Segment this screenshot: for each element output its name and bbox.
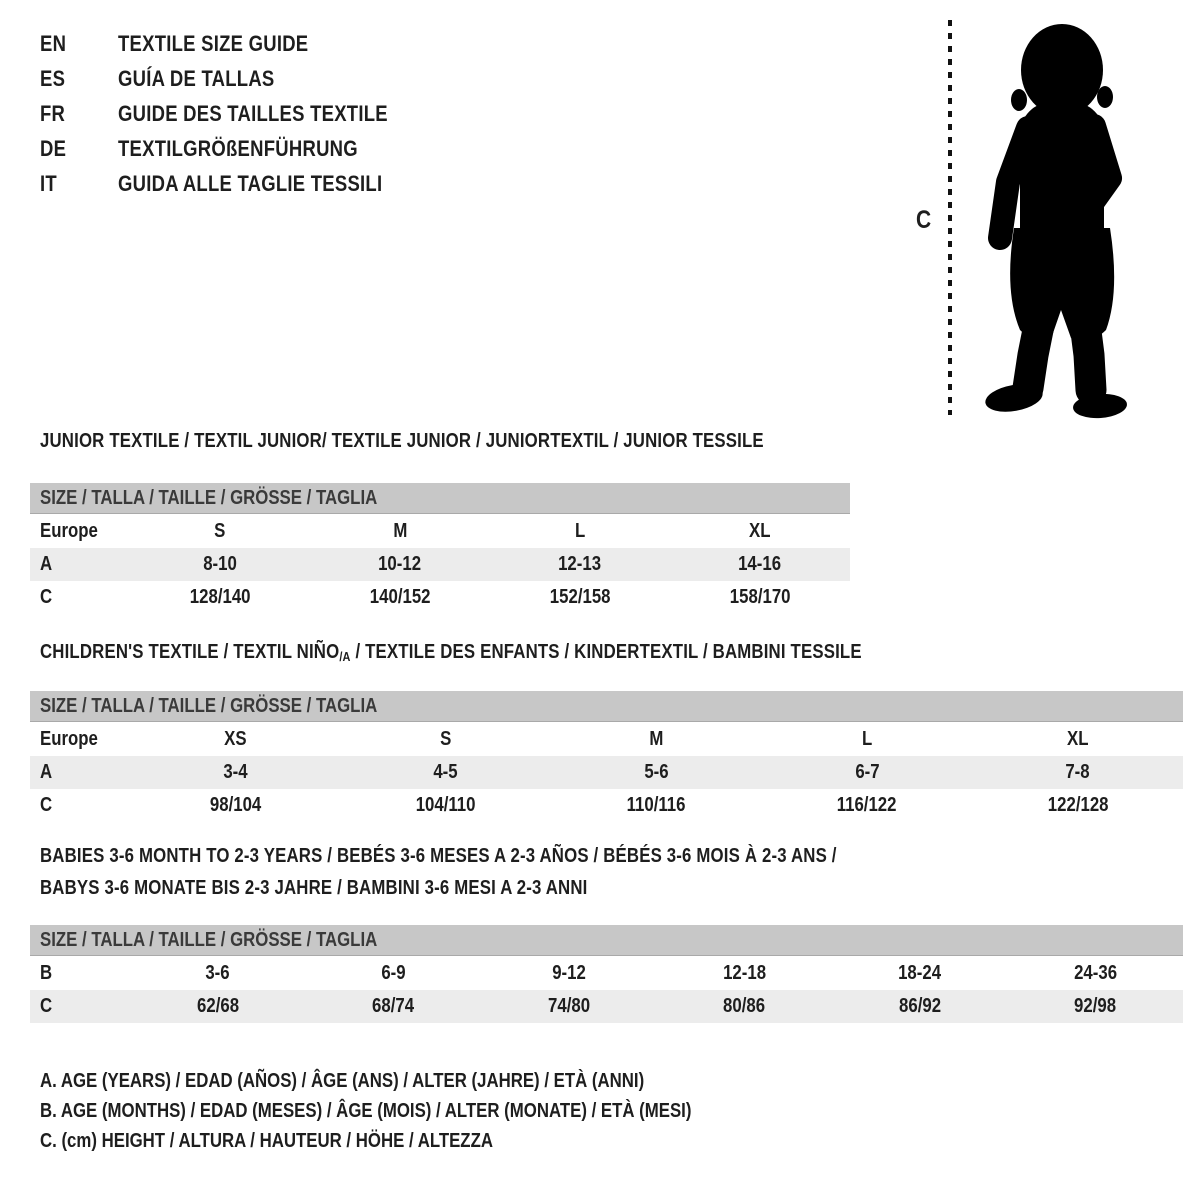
size-cell: S <box>440 728 452 750</box>
size-cell: 122/128 <box>1047 794 1109 816</box>
table-row <box>30 548 850 581</box>
size-cell: 6-9 <box>381 962 406 984</box>
table-row <box>30 581 850 614</box>
size-cell: M <box>392 520 407 542</box>
table-row <box>30 990 1183 1023</box>
table-row <box>30 515 850 548</box>
size-cell: 12-13 <box>558 553 602 575</box>
children-size-header-bar: SIZE / TALLA / TAILLE / GRÖSSE / TAGLIA <box>30 691 1183 722</box>
table-row <box>30 789 1183 822</box>
lang-code: FR <box>40 101 66 126</box>
size-cell: S <box>214 520 226 542</box>
size-cell: 98/104 <box>209 794 261 816</box>
size-cell: M <box>649 728 664 750</box>
size-cell: 110/116 <box>627 794 686 816</box>
lang-row-fr <box>40 96 439 131</box>
size-cell: 7-8 <box>1065 761 1090 783</box>
row-label: Europe <box>40 520 98 542</box>
size-cell: 86/92 <box>898 995 941 1017</box>
row-label: Europe <box>40 728 98 750</box>
size-cell: 3-6 <box>205 962 230 984</box>
toddler-silhouette-icon <box>940 10 1150 422</box>
size-cell: 8-10 <box>203 553 237 575</box>
lang-row-de <box>40 131 439 166</box>
junior-table-title: JUNIOR TEXTILE / TEXTIL JUNIOR/ TEXTILE JUNIOR / JUNIORTEXTIL / JUNIOR TESSILE <box>40 430 764 452</box>
size-cell: 10-12 <box>378 553 422 575</box>
size-cell: 80/86 <box>723 995 766 1017</box>
junior-size-table <box>30 515 850 614</box>
size-cell: L <box>574 520 586 542</box>
size-cell: 4-5 <box>433 761 459 783</box>
lang-code: IT <box>40 171 57 196</box>
title-subscript: /A <box>339 649 351 664</box>
measurement-legend <box>40 1066 816 1156</box>
language-title-list <box>40 26 439 201</box>
size-cell: 116/122 <box>837 794 897 816</box>
children-table-title: CHILDREN'S TEXTILE / TEXTIL $NIÑO_{/A}$ / TEXTILE DES ENFANTS / KINDERTEXTIL / BAMBINI TESSILE <box>40 641 862 664</box>
size-cell: XL <box>1066 728 1089 750</box>
lang-code: ES <box>40 66 66 91</box>
babies-size-header-bar: SIZE / TALLA / TAILLE / GRÖSSE / TAGLIA <box>30 925 1183 956</box>
size-cell: 14-16 <box>738 553 782 575</box>
size-cell: XL <box>749 520 771 542</box>
size-cell: 9-12 <box>551 962 586 984</box>
legend-line-c: C. (cm) HEIGHT / ALTURA / HAUTEUR / HÖHE / ALTEZZA <box>40 1130 493 1152</box>
lang-label: TEXTILE SIZE GUIDE <box>118 31 309 56</box>
size-cell: 140/152 <box>369 586 431 608</box>
size-cell: 128/140 <box>189 586 251 608</box>
lang-code: DE <box>40 136 67 161</box>
size-cell: 152/158 <box>549 586 611 608</box>
babies-title-line1: BABIES 3-6 MONTH TO 2-3 YEARS / BEBÉS 3-6 MESES A 2-3 AÑOS / BÉBÉS 3-6 MOIS À 2-3 ANS / <box>40 845 837 867</box>
lang-label: TEXTILGRÖßENFÜHRUNG <box>118 136 358 161</box>
size-cell: 92/98 <box>1074 995 1117 1017</box>
lang-label: GUÍA DE TALLAS <box>118 66 275 91</box>
size-cell: 74/80 <box>547 995 590 1017</box>
table-row <box>30 723 1183 756</box>
row-label: B <box>40 962 53 984</box>
children-size-table <box>30 723 1183 822</box>
size-cell: 158/170 <box>729 586 791 608</box>
lang-row-it <box>40 166 439 201</box>
height-measure-label: C <box>916 206 932 234</box>
size-cell: XS <box>224 728 247 750</box>
size-cell: 18-24 <box>898 962 942 984</box>
size-cell: 3-4 <box>223 761 248 783</box>
size-cell: L <box>861 728 873 750</box>
junior-size-header-bar: SIZE / TALLA / TAILLE / GRÖSSE / TAGLIA <box>30 483 850 514</box>
babies-table-title <box>40 840 988 904</box>
table-row <box>30 957 1183 990</box>
babies-title-line2: BABYS 3-6 MONATE BIS 2-3 JAHRE / BAMBINI 3-6 MESI A 2-3 ANNI <box>40 877 588 899</box>
size-cell: 12-18 <box>722 962 766 984</box>
babies-size-table <box>30 957 1183 1023</box>
size-cell: 5-6 <box>644 761 669 783</box>
row-label: A <box>40 761 53 783</box>
size-cell: 68/74 <box>372 995 415 1017</box>
size-cell: 62/68 <box>196 995 239 1017</box>
lang-code: EN <box>40 31 67 56</box>
legend-line-a: A. AGE (YEARS) / EDAD (AÑOS) / ÂGE (ANS) / ALTER (JAHRE) / ETÀ (ANNI) <box>40 1070 645 1092</box>
size-cell: 104/110 <box>415 794 476 816</box>
row-label: C <box>40 586 53 608</box>
lang-row-en <box>40 26 439 61</box>
lang-label: GUIDE DES TAILLES TEXTILE <box>118 101 388 126</box>
table-row <box>30 756 1183 789</box>
legend-line-b: B. AGE (MONTHS) / EDAD (MESES) / ÂGE (MOIS) / ALTER (MONATE) / ETÀ (MESI) <box>40 1100 692 1122</box>
row-label: C <box>40 794 53 816</box>
row-label: C <box>40 995 53 1017</box>
size-cell: 6-7 <box>854 761 880 783</box>
row-label: A <box>40 553 53 575</box>
lang-label: GUIDA ALLE TAGLIE TESSILI <box>118 171 383 196</box>
lang-row-es <box>40 61 439 96</box>
size-cell: 24-36 <box>1073 962 1117 984</box>
